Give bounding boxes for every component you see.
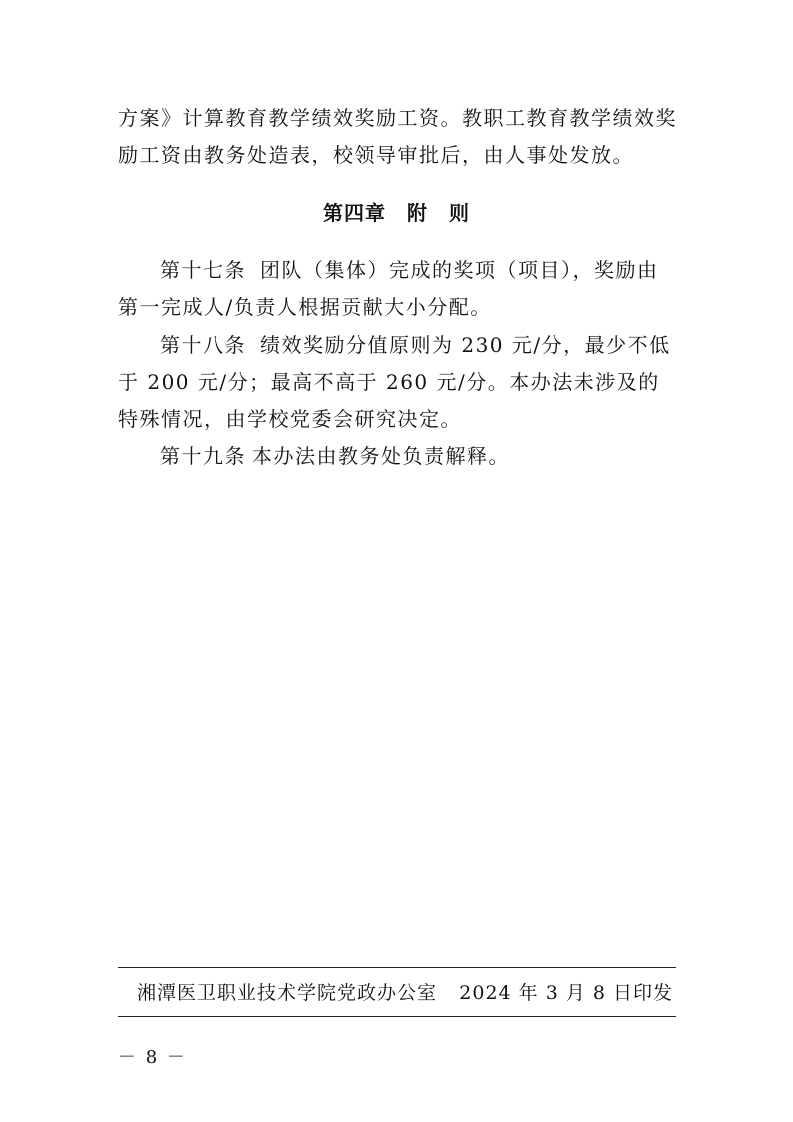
article-18-label: 第十八条 bbox=[160, 333, 246, 357]
article-17 bbox=[118, 252, 678, 326]
continuation-paragraph: 方案》计算教育教学绩效奖励工资。教职工教育教学绩效奖励工资由教务处造表，校领导审批后，由人事处发放。 bbox=[118, 106, 677, 167]
article-18 bbox=[118, 327, 678, 438]
footer-date: 2024 年 3 月 8 日印发 bbox=[459, 982, 673, 1004]
article-17-label: 第十七条 bbox=[160, 258, 246, 282]
article-17-text: 团队（集体）完成的奖项（项目），奖励由第一完成人/负责人根据贡献大小分配。 bbox=[118, 258, 659, 319]
article-19-text: 本办法由教务处负责解释。 bbox=[252, 444, 510, 468]
chapter-heading: 第四章 附 则 bbox=[323, 201, 470, 225]
article-19 bbox=[118, 438, 678, 475]
article-19-label: 第十九条 bbox=[160, 444, 246, 468]
page-number: － 8 － bbox=[118, 1047, 187, 1068]
footer-top-rule bbox=[118, 967, 676, 968]
article-18-text: 绩效奖励分值原则为 230 元/分，最少不低于 200 元/分；最高不高于 260 元/分。本办法未涉及的特殊情况，由学校党委会研究决定。 bbox=[118, 333, 671, 431]
footer-bottom-rule bbox=[118, 1016, 676, 1017]
footer-issuer: 湘潭医卫职业技术学院党政办公室 bbox=[137, 982, 438, 1004]
